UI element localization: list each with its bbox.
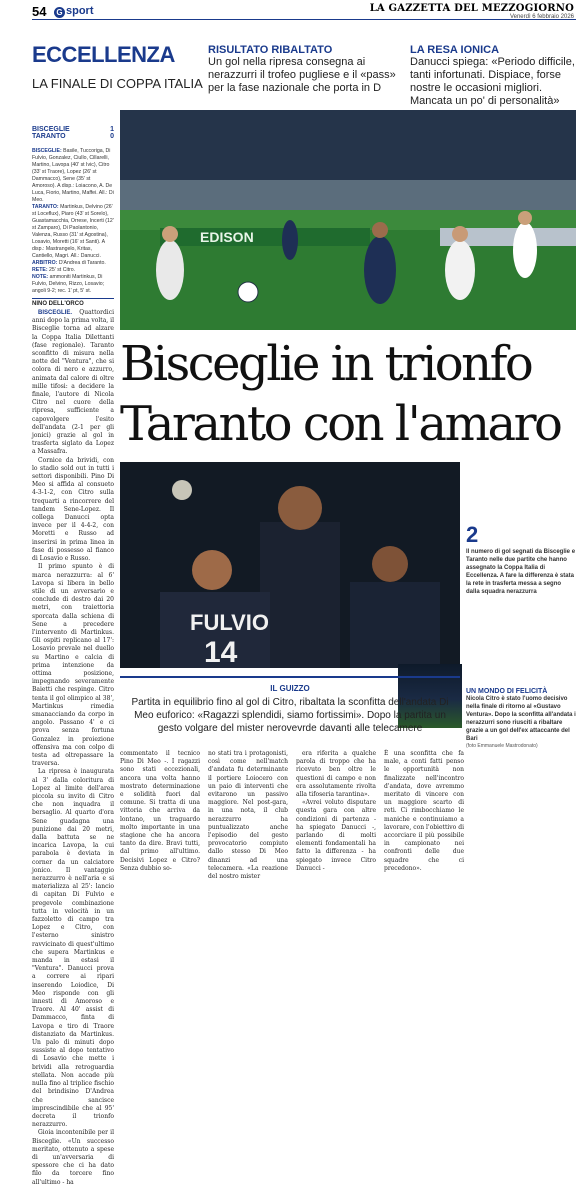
headline-line-2: Taranto con l'amaro: [120, 396, 561, 452]
teaser-text: Un gol nella ripresa consegna ai nerazzurri il trofeo pugliese e il «pass» per la fase nazionale che porta in D: [208, 56, 396, 94]
jersey-number: 14: [204, 636, 238, 669]
article-column-3: no stati tra i protagonisti, così come nell'match d'andata fu determinante il portiere Loiocero con un paio di interventi che evitarono un passivo maggiore. Nel post-gara, in una nota, il club nerazzurro ha puntualizzato anche l'episodio del gesto provocatorio compiuto dallo stesso Di Meo dinanzi ad una telecamera. «La reazione del nostro mister: [208, 750, 288, 881]
match-action-photo: [120, 110, 576, 330]
score-row-home: [32, 126, 114, 133]
page-number: 54: [32, 4, 47, 19]
scoreboard: [32, 126, 114, 140]
article-column-5: È una sconfitta che fa male, a conti fatti penso le opportunità non finalizzate nell'incontro d'andata, dove avremmo meritato di vincere con un maggiore scarto di reti. Ci rimbocchiamo le maniche e continuiamo a lavorare, con l'obiettivo di accorciare il più possibile in campionato nei confronti delle due squadre che ci precedono».: [384, 750, 464, 872]
celebration-photo: [120, 462, 460, 668]
paragraph: BISCEGLIE. Quattordici anni dopo la prima volta, il Bisceglie torna ad alzare la Coppa Italia Dilettanti (fase regionale). Taranto sconfitto di misura nella notte del "Ventura", che si colora di nero e azzurro, animata dal calore di oltre mille tifosi: a decidere la finale, l'autore di Nicola Citro nel cuore della ripresa, sufficiente a capovolgere l'esito dell'andata (2-1 per gli jonici) grazie al gol in trasferta siglato da Lopez a Massafra.: [32, 309, 114, 456]
headline-line-1: Bisceglie in trionfo: [120, 336, 532, 392]
away-goals: 0: [110, 133, 114, 140]
photo-credit: (foto Emmanuele Mastrodonato): [466, 743, 538, 749]
paragraph: Il primo spunto è di marca nerazzurra: al 6' Lavopa si libera in bello stile di un avversario e conclude di destro dai 20 metri, con traiettoria sporcata dalla schiena di Sene a precedere l'intervento di Martinkus. Gli ospiti replicano al 17': Losavio prevale nel duello su Martino e calcia di prima intenzione da ottima posizione, impegnando severamente Baietti che respinge. Citro tenta il gol olimpico al 38', Martinkus rimedia smanacciando da corpo in angolo. Passano 4' e ci prova senza fortuna Gonzalez in proiezione offensiva ma con colpo di testa ad oltrepassare la traversa.: [32, 563, 114, 768]
notes: NOTE: ammoniti Martinkus, Di Fulvio, Delvino, Rizzo, Losavio; angoli 9-2; rec. 1' pt, 5' st.: [32, 274, 105, 294]
guizzo-text: Partita in equilibrio fino al gol di Citro, ribaltata la sconfitta dell'andata Di Meo euforico: «Ragazzi splendidi, siamo fortissimi». Dopo la partita un gesto volgare del mister nerovevrde davanti alle telecamere: [131, 697, 449, 734]
referee: ARBITRO: D'Andrea di Taranto.: [32, 260, 106, 266]
section-label: sport: [66, 5, 94, 17]
stat-box: [466, 522, 576, 596]
lineup-box: [32, 148, 114, 295]
paragraph: Cornice da brividi, con lo stadio sold out in tutti i settori disponibili. Pino Di Meo si affida al consueto 4-3-1-2, con Citro sulla trequarti a rincorrere del tandem Sene-Lopez. Il collega Danucci opta invece per il 4-4-2, con Moretti e Russo ad inserirsi in prima linea in fase di possesso al fianco di Losavio e Russo.: [32, 456, 114, 563]
stat-number: 2: [466, 522, 479, 547]
teaser-heading: LA RESA IONICA: [410, 44, 500, 56]
guizzo-box: [120, 676, 460, 746]
teaser-2: [410, 44, 578, 108]
lineup-home: BISCEGLIE: Basile, Tuccoriga, Di Fulvio, Gonzalez, Ciullo, Cillarelli, Martino, Lavopa (40' st Ivic), Citro (33' st Traore), Lopez (26' st Dammacco), Sene (35' st Amoroso). A disp.: Loiacono, A. De Luca, Fiorio, Martino, Maffei. All.: Di Meo.: [32, 148, 114, 203]
home-goals: 1: [110, 126, 114, 133]
goals: RETE: 25' st Citro.: [32, 267, 76, 273]
article-column-1: [32, 309, 114, 1186]
byline: NINO DELL'ORCO: [32, 298, 114, 307]
score-row-away: [32, 133, 114, 140]
article-column-2: commentato il tecnico Pino Di Meo -. I ragazzi sono stati eccezionali, ancora una volta hanno mostrato determinazione e solidità fuori dal comune. Si tratta di una vittoria che arriva da lontano, un traguardo molto importante in una stagione che ha ancora tanto da dire. Bravi tutti, dal primo all'ultimo. Decisivi Lopez e Citro? Senza dubbio so-: [120, 750, 200, 872]
section-tag: [54, 5, 94, 18]
masthead: LA GAZZETTA DEL MEZZOGIORNO: [369, 3, 574, 14]
section-subtitle: LA FINALE DI COPPA ITALIA: [32, 76, 203, 91]
sport-logo-icon: G: [54, 7, 65, 18]
teaser-heading: RISULTATO RIBALTATO: [208, 44, 333, 56]
match-action-illustration: [120, 110, 576, 330]
celebration-illustration: [120, 462, 460, 668]
lineup-away: TARANTO: Martinkus, Delvino (26' st Loceflux), Piaro (43' st Sorelo), Guastamacchia, Orrese, Incerti (12' st Zamparo), Di Paolantonio, Valenza, Russo (31' st Agostina), Losavio, Moretti (16' st Santi). A disp.: Mastrangelo, Kritas, Cantiello, Magri. All.: Danucci.: [32, 204, 114, 259]
away-team: TARANTO: [32, 133, 66, 140]
guizzo-heading: IL GUIZZO: [270, 684, 310, 693]
section-title: ECCELLENZA: [32, 42, 175, 67]
caption-heading: UN MONDO DI FELICITÀ: [466, 688, 548, 695]
stat-text: Il numero di gol segnati da Bisceglie e Taranto nelle due partite che hanno assegnato la Coppa Italia di Eccellenza. A fare la differenza è stata la rete in trasferta messa a segno dalla squadra nerazzurra: [466, 549, 576, 595]
paragraph: era riferita a qualche parola di troppo che ha ricevuto ben oltre le questioni di campo e non era assolutamente rivolta alla tifoseria tarantina».: [296, 750, 376, 799]
jersey-name: FULVIO: [190, 610, 270, 635]
teaser-text: Danucci spiega: «Periodo difficile, tanti infortunati. Dispiace, forse nostre le occasioni migliori. Mancata un po' di personalità»: [410, 56, 575, 107]
article-column-4: [296, 750, 376, 872]
teaser-1: [208, 44, 404, 95]
photo-caption: [466, 688, 576, 749]
issue-date: Venerdì 6 febbraio 2026: [509, 14, 574, 20]
paragraph: Gioia incontenibile per il Bisceglie. «Un successo meritato, ottenuto a spese di un'avversaria di spessore che ci ha dato filo da torcere fino all'ultimo - ha: [32, 1129, 114, 1186]
caption-text: Nicola Citro è stato l'uomo decisivo nella finale di ritorno al «Gustavo Ventura». Dopo la sconfitta all'andata i nerazzurri sono riusciti a ribaltare grazie a un gol dell'ex attaccante del Bari: [466, 696, 576, 742]
ad-board-text: EDISON: [200, 229, 254, 245]
home-team: BISCEGLIE: [32, 126, 70, 133]
paragraph: La ripresa è inaugurata al 3' dalla coloritura di Lopez al limite dell'area piccola su invito di Citro che non inquadra il bersaglio. Al quarto d'ora Sene guadagna una punizione dai 20 metri, dalla battuta se ne incarica Lavopa, la cui parabola è deviata in corner da un calciatore jonico. Il vantaggio nerazzurro è nell'aria e si materializza al 25': lancio di capitan Di Fulvio e pregevole combinazione tutta in velocità in un fazzoletto di campo tra Lopez e Citro, con l'esterno sinistro ravvicinato di quest'ultimo che supera Martinkus e manda in estasi il "Ventura". Danucci prova a correre ai ripari inserendo Loiodice, Di Meo risponde con gli innesti di Amoroso e Traore. Al 40' assist di Dammacco, finta di Lavopa e tiro di Traore distanziato da Martinkus. Un palo di minuti dopo sussiste al dopo tentativo di Losavio che mette i brividi alla retroguardia stellata. Non accade più nulla fino al triplice fischio del brindisino D'Andrea che sancisce imprescindibile che al 95' decreta il trionfo nerazzurro.: [32, 768, 114, 1129]
paragraph: «Avrei voluto disputare questa gara con altre condizioni di partenza - ha spiegato Danucci -, parlando di molti elementi fondamentali ha fatto la differenza - ha spiegato invece Citro Danucci -: [296, 799, 376, 872]
